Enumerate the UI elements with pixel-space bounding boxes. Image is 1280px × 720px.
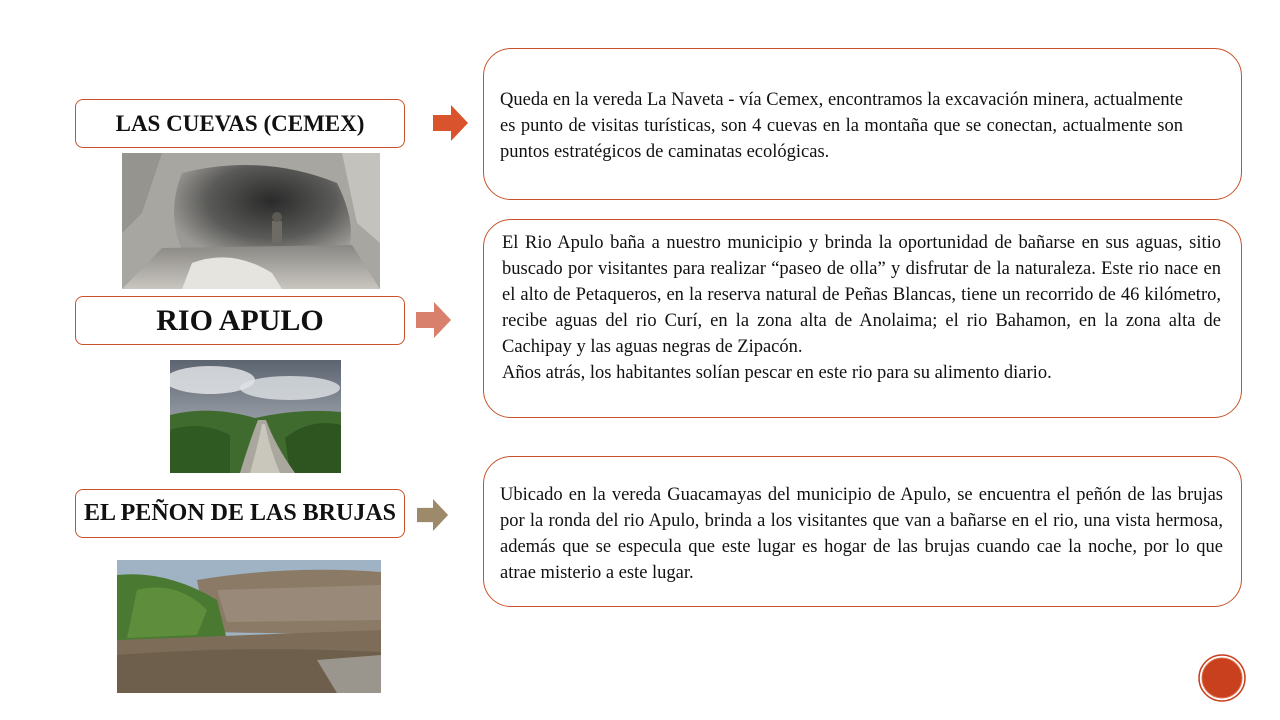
right-arrow-icon [416, 302, 452, 338]
right-arrow-icon [433, 105, 469, 141]
rock-cliff-photo [117, 560, 381, 693]
cave-photo [122, 153, 380, 289]
description-las-cuevas: Queda en la vereda La Naveta - vía Cemex, encontramos la excavación minera, actualmente es punto de visitas turísticas, son 4 cuevas en la montaña que se conectan, actualmente son puntos estratégicos de caminatas ecológicas. [483, 48, 1242, 200]
section-title-rio-apulo: RIO APULO [75, 296, 405, 345]
section-title-las-cuevas: LAS CUEVAS (CEMEX) [75, 99, 405, 148]
description-rio-apulo: El Rio Apulo baña a nuestro municipio y brinda la oportunidad de bañarse en sus aguas, sitio buscado por visitantes para realizar “paseo de olla” y disfrutar de la naturaleza. Este rio nace en el alto de Petaqueros, en la reserva natural de Peñas Blancas, tiene un recorrido de 46 kilómetro, recibe aguas del rio Curí, en la zona alta de Anolaima; el rio Bahamon, en la zona alta de Cachipay y las aguas negras de Zipacón. Años atrás, los habitantes solían pescar en este rio para su alimento diario. [483, 219, 1242, 418]
description-penon-de-las-brujas: Ubicado en la vereda Guacamayas del municipio de Apulo, se encuentra el peñón de las brujas por la ronda del rio Apulo, brinda a los visitantes que van a bañarse en el rio, una vista hermosa, además que se especula que este lugar es hogar de las brujas cuando cae la noche, por lo que atrae misterio a este lugar. [483, 456, 1242, 607]
next-slide-circle-icon[interactable] [1198, 654, 1246, 702]
section-title-penon-de-las-brujas: EL PEÑON DE LAS BRUJAS [75, 489, 405, 538]
right-arrow-icon [417, 499, 449, 531]
river-photo [170, 360, 341, 473]
